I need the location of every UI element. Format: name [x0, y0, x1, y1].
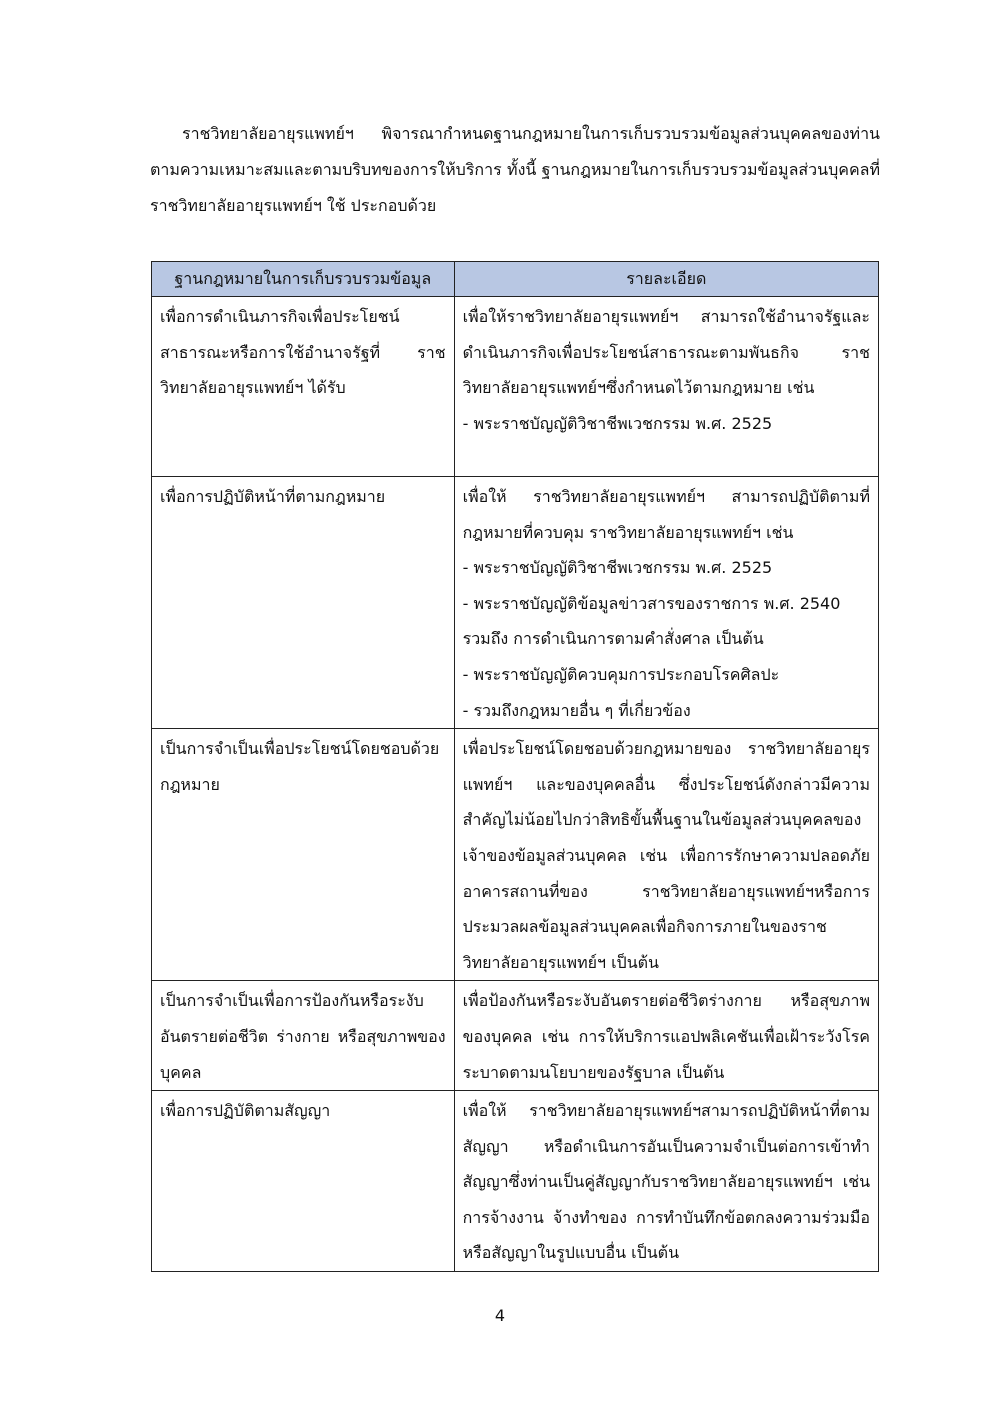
- legal-basis-cell: เพื่อการดำเนินภารกิจเพื่อประโยชน์สาธารณะหรือการใช้อำนาจรัฐที่ ราชวิทยาลัยอายุรแพทย์ฯ ได้รับ: [152, 297, 455, 477]
- legal-basis-cell: เพื่อการปฏิบัติตามสัญญา: [152, 1091, 455, 1272]
- table-row: [152, 981, 879, 1091]
- legal-basis-cell: เป็นการจำเป็นเพื่อการป้องกันหรือระงับอันตรายต่อชีวิต ร่างกาย หรือสุขภาพของบุคคล: [152, 981, 455, 1091]
- table-row: [152, 1091, 879, 1272]
- header-legal-basis: ฐานกฎหมายในการเก็บรวบรวมข้อมูล: [152, 262, 455, 297]
- detail-text: - พระราชบัญญัติข้อมูลข่าวสารของราชการ พ.ศ. 2540: [462, 593, 841, 613]
- page-number: 4: [494, 1306, 506, 1325]
- table-row: [152, 297, 879, 477]
- detail-text: - รวมถึงกฎหมายอื่น ๆ ที่เกี่ยวข้อง: [462, 700, 691, 720]
- header-details: รายละเอียด: [454, 262, 878, 297]
- detail-text: - พระราชบัญญัติวิชาชีพเวชกรรม พ.ศ. 2525: [462, 558, 773, 578]
- table-row: [152, 477, 879, 729]
- legal-basis-cell: เป็นการจำเป็นเพื่อประโยชน์โดยชอบด้วยกฎหมาย: [152, 729, 455, 981]
- detail-cell: [454, 477, 878, 729]
- detail-cell: [454, 297, 878, 477]
- detail-cell: เพื่อป้องกันหรือระงับอันตรายต่อชีวิตร่างกาย หรือสุขภาพของบุคคล เช่น การให้บริการแอปพลิเคชันเพื่อเฝ้าระวังโรคระบาดตามนโยบายของรัฐบาล เป็นต้น: [454, 981, 878, 1091]
- intro-paragraph: ราชวิทยาลัยอายุรแพทย์ฯ พิจารณากำหนดฐานกฎหมายในการเก็บรวบรวมข้อมูลส่วนบุคคลของท่านตามความเหมาะสมและตามบริบทของการให้บริการ ทั้งนี้ ฐานกฎหมายในการเก็บรวบรวมข้อมูลส่วนบุคคลที่ ราชวิทยาลัยอายุรแพทย์ฯ ใช้ ประกอบด้วย: [150, 124, 880, 215]
- detail-text: - พระราชบัญญัติวิชาชีพเวชกรรม พ.ศ. 2525: [462, 413, 773, 433]
- legal-basis-cell: เพื่อการปฏิบัติหน้าที่ตามกฎหมาย: [152, 477, 455, 729]
- detail-cell: เพื่อให้ ราชวิทยาลัยอายุรแพทย์ฯสามารถปฏิบัติหน้าที่ตามสัญญา หรือดำเนินการอันเป็นความจำเป็นต่อการเข้าทำสัญญาซึ่งท่านเป็นคู่สัญญากับราชวิทยาลัยอายุรแพทย์ฯ เช่น การจ้างงาน จ้างทำของ การทำบันทึกข้อตกลงความร่วมมือหรือสัญญาในรูปแบบอื่น เป็นต้น: [454, 1091, 878, 1272]
- detail-text: - พระราชบัญญัติควบคุมการประกอบโรคศิลปะ: [462, 664, 780, 684]
- detail-cell: เพื่อประโยชน์โดยชอบด้วยกฎหมายของ ราชวิทยาลัยอายุรแพทย์ฯ และของบุคคลอื่น ซึ่งประโยชน์ดังกล่าวมีความสำคัญไม่น้อยไปกว่าสิทธิขั้นพื้นฐานในข้อมูลส่วนบุคคลของเจ้าของข้อมูลส่วนบุคคล เช่น เพื่อการรักษาความปลอดภัยอาคารสถานที่ของ ราชวิทยาลัยอายุรแพทย์ฯหรือการประมวลผลข้อมูลส่วนบุคคลเพื่อกิจการภายในของราชวิทยาลัยอายุรแพทย์ฯ เป็นต้น: [454, 729, 878, 981]
- table-header-row: [152, 262, 879, 297]
- detail-text: เพื่อให้ราชวิทยาลัยอายุรแพทย์ฯ สามารถใช้อำนาจรัฐและดำเนินภารกิจเพื่อประโยชน์สาธารณะตามพันธกิจ ราชวิทยาลัยอายุรแพทย์ฯซึ่งกำหนดไว้ตามกฎหมาย เช่น: [462, 307, 870, 398]
- legal-basis-table: [151, 261, 879, 1272]
- detail-text: รวมถึง การดำเนินการตามคำสั่งศาล เป็นต้น: [462, 629, 764, 649]
- table-row: [152, 729, 879, 981]
- detail-text: เพื่อให้ ราชวิทยาลัยอายุรแพทย์ฯ สามารถปฏิบัติตามที่กฎหมายที่ควบคุม ราชวิทยาลัยอายุรแพทย์ฯ เช่น: [462, 487, 870, 542]
